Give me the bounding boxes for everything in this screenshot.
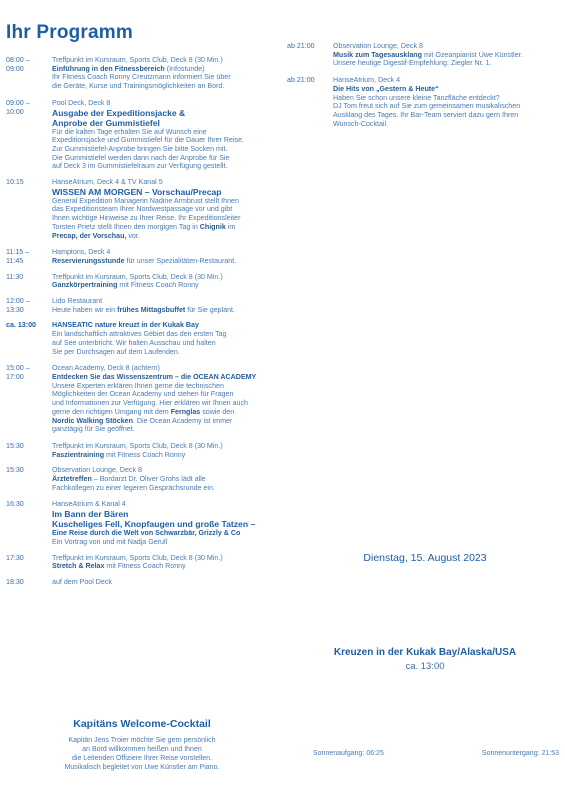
text-run: Ihnen wichtige Hinweise zu Ihrer Reise. Ihr Expeditionsleiter: [52, 214, 241, 223]
entry-location: [52, 578, 278, 587]
entry-description: [52, 162, 278, 171]
text-run: ganztägig für Sie geöffnet.: [52, 425, 135, 434]
entry-location: [333, 76, 563, 85]
welcome-line: die Leitenden Offiziere Ihrer Reise vorstellen.: [72, 755, 212, 762]
entry-time: ca. 13:00: [6, 321, 36, 330]
entry-time: 15:30: [6, 466, 24, 475]
entry-description: [52, 281, 278, 290]
text-run: auf Deck 3 im Gummistiefelraum zur Verfügung gestellt.: [52, 162, 228, 171]
entry-description: [333, 102, 563, 111]
text-run: Hamptons, Deck 4: [52, 248, 111, 257]
entry-description: [52, 73, 278, 82]
entry-description: [52, 223, 278, 232]
highlight-text: Reservierungsstunde: [52, 256, 125, 265]
entry-location: [52, 442, 278, 451]
program-entry: [6, 442, 278, 459]
entry-description: [333, 59, 563, 68]
text-run: Heute haben wir ein: [52, 305, 118, 314]
welcome-line: an Bord willkommen heißen und Ihnen: [82, 746, 202, 753]
entry-description: [52, 257, 278, 266]
text-run: – Bordarzt Dr. Oliver Grohs lädt alle: [91, 475, 206, 484]
entry-heading: [52, 321, 278, 330]
entry-description: [333, 111, 563, 120]
entry-body: [52, 554, 278, 571]
entry-description: [52, 390, 278, 399]
highlight-text: Faszientraining: [52, 450, 105, 459]
entry-location: [52, 178, 278, 187]
entry-location: [52, 99, 278, 108]
highlight-text: Musik zum Tagesausklang: [333, 50, 422, 59]
entry-location: [52, 248, 278, 257]
entry-description: [52, 417, 278, 426]
text-run: (Infostunde): [164, 64, 205, 73]
program-left-column: [6, 56, 278, 587]
text-run: Zur Gummistiefel-Anprobe bringen Sie bitte Socken mit.: [52, 144, 228, 153]
entry-body: [333, 42, 563, 68]
text-run: im: [225, 222, 236, 231]
entry-description: [52, 339, 278, 348]
text-run: Ihr Fitness Coach Ronny Creutzmann informiert Sie über: [52, 73, 231, 82]
cruise-time: ca. 13:00: [405, 661, 445, 672]
text-run: Ocean Academy, Deck 8 (achtern): [52, 364, 160, 373]
text-run: Pool Deck, Deck 8: [52, 98, 111, 107]
cruise-title: Kreuzen in der Kukak Bay/Alaska/USA: [333, 647, 517, 658]
entry-description: [52, 425, 278, 434]
date-heading: Dienstag, 15. August 2023: [363, 552, 487, 564]
highlight-text: Nordic Walking Stöcken: [52, 416, 133, 425]
text-run: für Sie geplant.: [185, 305, 235, 314]
welcome-cocktail-title: Kapitäns Welcome-Cocktail: [73, 718, 211, 730]
entry-location: [52, 466, 278, 475]
entry-time: 15:00 – 17:00: [6, 364, 30, 381]
text-run: auf dem Pool Deck: [52, 577, 112, 586]
text-run: Observation Lounge, Deck 8: [333, 42, 423, 50]
text-run: Treffpunkt im Kursraum, Sports Club, Deck 8 (30 Min.): [52, 272, 223, 281]
entry-location: [52, 56, 278, 65]
text-run: Im Bann der Bären: [52, 509, 129, 520]
text-run: gerne den richtigen Umgang mit dem: [52, 407, 171, 416]
text-run: für unser Spezialitäten-Restaurant.: [124, 256, 237, 265]
text-run: Die Gummistiefel werden dann nach der Anprobe für Sie: [52, 153, 230, 162]
program-right-column: [287, 42, 563, 128]
text-run: Unsere heutige Digestif-Empfehlung: Ziegler Nr. 1.: [333, 59, 492, 68]
entry-heading: [52, 509, 278, 519]
text-run: HanseAtrium, Deck 4: [333, 76, 401, 85]
highlight-text: Ärztetreffen: [52, 475, 92, 484]
text-run: HANSEATIC nature kreuzt in der Kukak Bay: [52, 321, 199, 330]
entry-description: [52, 214, 278, 223]
welcome-line: Kapitän Jens Troier möchte Sie gern persönlich: [68, 737, 216, 744]
entry-description: [333, 51, 563, 60]
highlight-text: Stretch & Relax: [52, 562, 105, 571]
entry-body: [52, 466, 278, 492]
entry-description: [52, 136, 278, 145]
text-run: mit Fitness Coach Ronny: [104, 562, 186, 571]
text-run: Treffpunkt im Kursraum, Sports Club, Deck 8 (30 Min.): [52, 56, 223, 64]
entry-description: [333, 85, 563, 94]
entry-time: 10:15: [6, 178, 24, 187]
entry-body: [333, 76, 563, 128]
entry-location: [333, 42, 563, 51]
program-entry: [287, 76, 563, 128]
entry-description: [52, 154, 278, 163]
highlight-text: Die Hits von „Gestern & Heute“: [333, 84, 439, 93]
entry-description: [333, 120, 563, 129]
text-run: vor.: [126, 231, 140, 240]
entry-description: [52, 232, 278, 241]
entry-time: 18:30: [6, 577, 24, 586]
entry-body: [52, 442, 278, 459]
entry-time: 11:15 – 11:45: [6, 248, 30, 265]
highlight-text: frühes Mittagsbuffet: [117, 305, 186, 314]
text-run: sowie den: [200, 407, 235, 416]
entry-location: [52, 554, 278, 563]
entry-time: 08:00 – 09:00: [6, 56, 30, 73]
entry-description: [52, 128, 278, 137]
entry-body: [52, 56, 278, 91]
text-run: Expeditionsjacke und Gummistiefel für die Dauer Ihrer Reise.: [52, 136, 245, 145]
text-run: Wunsch-Cocktail.: [333, 119, 389, 128]
entry-body: [52, 297, 278, 314]
text-run: Eine Reise durch die Welt von Schwarzbär, Grizzly & Co: [52, 529, 241, 538]
entry-description: [52, 65, 278, 74]
program-entry: [6, 273, 278, 290]
entry-time: 09:00 – 10:00: [6, 98, 30, 116]
entry-time: 16:30: [6, 500, 24, 509]
entry-time: 11:30: [6, 272, 24, 281]
text-run: Ausklang des Tages. Ihr Bar-Team serviert dazu gern Ihren: [333, 110, 519, 119]
text-run: Treffpunkt im Kursraum, Sports Club, Deck 8 (30 Min.): [52, 553, 223, 562]
highlight-text: Precap, der Vorschau,: [52, 231, 127, 240]
sunrise-time: Sonnenaufgang: 06:25: [313, 750, 384, 757]
text-run: mit Ozeanpianist Uwe Künstler.: [421, 50, 523, 59]
text-run: Haben Sie schon unsere kleine Tanzfläche entdeckt?: [333, 93, 500, 102]
entry-heading: [52, 108, 278, 118]
text-run: Kuscheliges Fell, Knopfaugen und große Tatzen –: [52, 519, 256, 530]
entry-location: [52, 297, 278, 306]
entry-description: [52, 205, 278, 214]
text-run: Unsere Experten erklären Ihnen gerne die technischen: [52, 381, 224, 390]
text-run: auf See unterbricht. Wir halten Ausschau und halten: [52, 338, 216, 347]
text-run: und Informationen zur Verfügung. Hier erklären wir Ihnen auch: [52, 399, 248, 408]
text-run: Torsten Prietz stellt Ihnen den morgigen Tag in: [52, 222, 200, 231]
entry-description: [52, 562, 278, 571]
program-entry: [6, 56, 278, 91]
entry-location: [52, 273, 278, 282]
entry-body: [52, 99, 278, 171]
entry-description: [52, 382, 278, 391]
text-run: Lido Restaurant: [52, 297, 103, 306]
entry-location: [52, 500, 278, 509]
program-entry: [6, 99, 278, 171]
entry-heading: [52, 118, 278, 128]
entry-description: [52, 538, 278, 547]
welcome-line: Musikalisch begleitet von Uwe Künstler am Piano.: [64, 764, 220, 771]
program-entry: [6, 297, 278, 314]
text-run: Observation Lounge, Deck 8: [52, 466, 142, 475]
text-run: General Expedition Managerin Nadine Armbrust stellt Ihnen: [52, 196, 239, 205]
entry-time: ab 21:00: [287, 76, 315, 85]
highlight-text: Entdecken Sie das Wissenszentrum – die OCEAN ACADEMY: [52, 372, 257, 381]
entry-body: [52, 178, 278, 240]
entry-description: [52, 197, 278, 206]
highlight-text: Chignik: [199, 222, 226, 231]
text-run: . Die Ocean Academy ist immer: [132, 416, 233, 425]
text-run: Möglichkeiten der Ocean Academy und stehen für Fragen: [52, 390, 234, 399]
entry-description: [52, 330, 278, 339]
entry-description: [52, 306, 278, 315]
entry-time: 17:30: [6, 553, 24, 562]
program-entry: [287, 42, 563, 68]
entry-description: [52, 145, 278, 154]
entry-body: [52, 273, 278, 290]
text-run: das Expeditionsteam Ihrer Nordwestpassage vor und gibt: [52, 205, 233, 214]
entry-description: [52, 408, 278, 417]
program-entry: [6, 321, 278, 356]
entry-time: 15:30: [6, 441, 24, 450]
entry-heading: [52, 187, 278, 197]
entry-heading: [52, 519, 278, 529]
entry-description: [52, 82, 278, 91]
program-entry: [6, 500, 278, 546]
sunset-time: Sonnenuntergang: 21:53: [481, 750, 559, 757]
entry-description: [52, 475, 278, 484]
entry-heading: [52, 529, 278, 538]
entry-time: 12:00 – 13:30: [6, 297, 30, 314]
entry-description: [333, 94, 563, 103]
welcome-cocktail-text: [6, 736, 278, 772]
entry-body: [52, 321, 278, 356]
text-run: Für die kalten Tage erhalten Sie auf Wunsch eine: [52, 127, 207, 136]
text-run: Treffpunkt im Kursraum, Sports Club, Deck 8 (30 Min.): [52, 441, 223, 450]
program-entry: [6, 554, 278, 571]
text-run: Fachkollegen zu einer legeren Gesprächsrunde ein.: [52, 483, 215, 492]
program-entry: [6, 578, 278, 587]
entry-location: [52, 364, 278, 373]
entry-time: ab 21:00: [287, 42, 315, 50]
text-run: mit Fitness Coach Ronny: [104, 450, 186, 459]
program-entry: [6, 364, 278, 434]
highlight-text: Ganzkörpertraining: [52, 281, 118, 290]
entry-description: [52, 348, 278, 357]
program-entry: [6, 178, 278, 240]
text-run: Ausgabe der Expeditionsjacke &: [52, 107, 186, 118]
entry-body: [52, 248, 278, 265]
text-run: mit Fitness Coach Ronny: [117, 281, 199, 290]
text-run: Ein landschaftlich attraktives Gebiet das den ersten Tag: [52, 330, 227, 339]
entry-description: [52, 373, 278, 382]
entry-description: [52, 484, 278, 493]
text-run: DJ Tom freut sich auf Sie zum gemeinsamen musikalischen: [333, 102, 521, 111]
text-run: Ein Vortrag von und mit Nadja Gerull: [52, 537, 168, 546]
program-entry: [6, 466, 278, 492]
text-run: HanseAtrium & Kanal 4: [52, 500, 126, 509]
text-run: Sie per Durchsagen auf dem Laufenden.: [52, 347, 180, 356]
text-run: Anprobe der Gummistiefel: [52, 117, 160, 128]
text-run: die Geräte, Kurse und Trainingsmöglichkeiten an Bord.: [52, 82, 225, 91]
highlight-text: Einführung in den Fitnessbereich: [52, 64, 165, 73]
text-run: HanseAtrium, Deck 4 & TV Kanal 5: [52, 178, 163, 187]
program-entry: [6, 248, 278, 265]
entry-body: [52, 364, 278, 434]
page-title: Ihr Programm: [6, 22, 133, 43]
highlight-text: Fernglas: [170, 407, 201, 416]
entry-body: [52, 578, 278, 587]
entry-description: [52, 451, 278, 460]
entry-body: [52, 500, 278, 546]
entry-description: [52, 399, 278, 408]
text-run: WISSEN AM MORGEN – Vorschau/Precap: [52, 186, 222, 197]
